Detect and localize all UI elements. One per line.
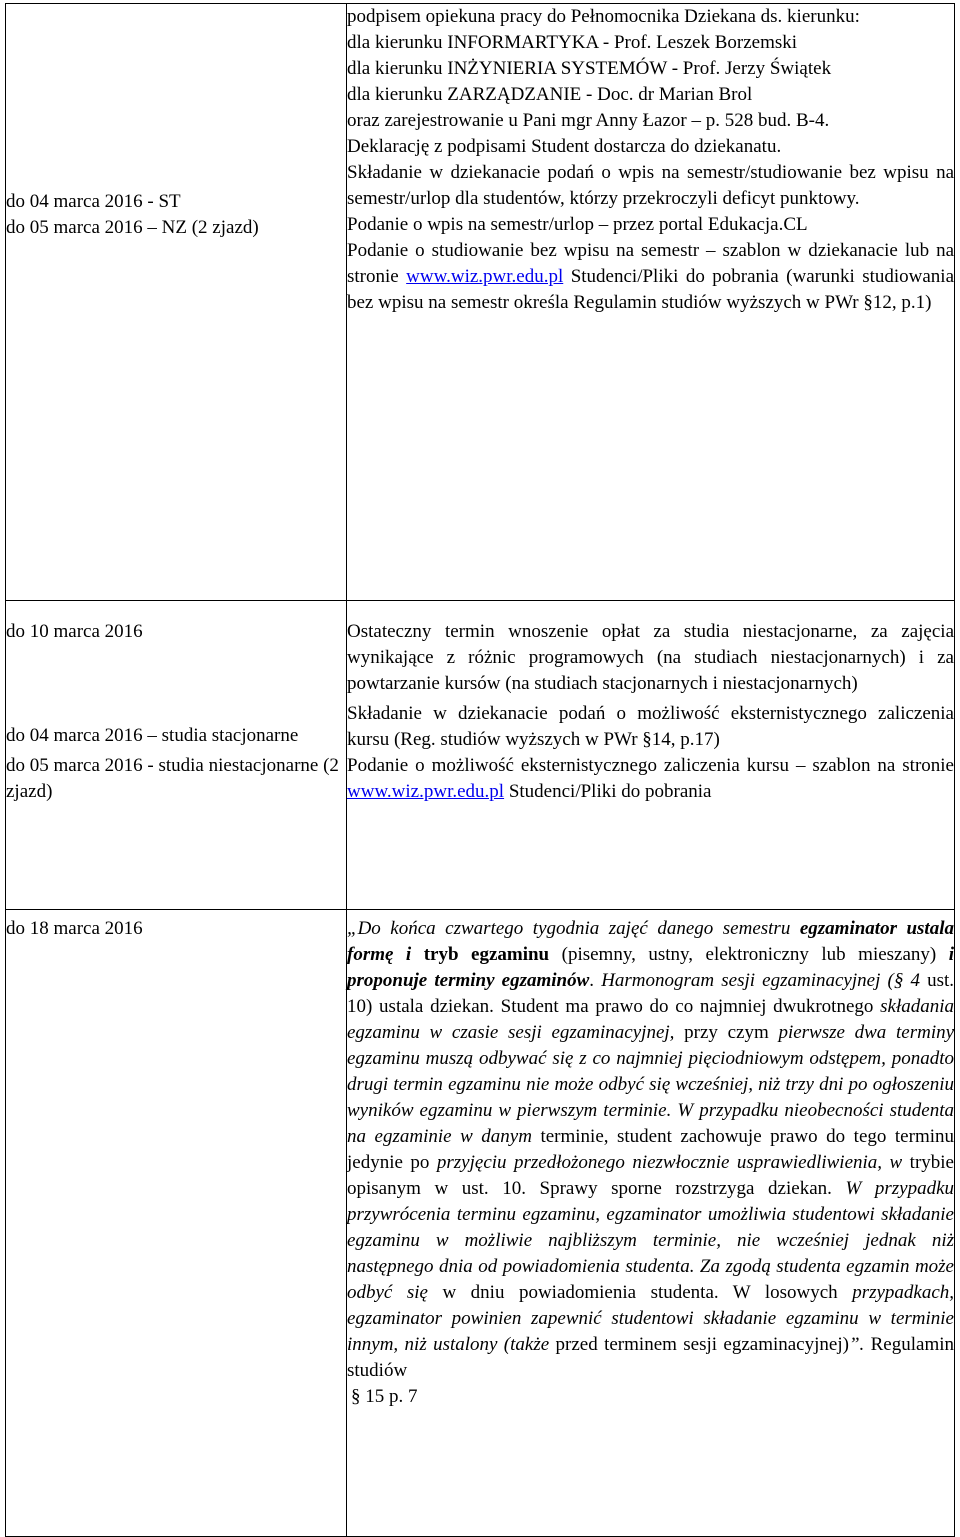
date-line: do 05 marca 2016 – NZ (2 zjazd) [6,217,259,238]
quote-text: składania egzaminu w czasie sesji egzaminacyjnej, [347,996,955,1043]
desc-paragraph: dla kierunku INFORMARTYKA - Prof. Leszek Borzemski [347,32,798,53]
quote-text: trybie opisanym w ust. 10. Sprawy sporne rozstrzyga dziekan. [347,1152,954,1199]
quote-text: w dniu powiadomienia studenta. W losowych [442,1282,838,1303]
quote-text: ”. [848,1334,865,1355]
desc-paragraph-with-link [347,753,954,805]
regulation-reference: § 15 p. 7 [351,1386,418,1407]
quote-text: W przypadku przywrócenia terminu egzaminu, egzaminator umożliwia studentowi składanie egzaminu w możliwie najbliższym terminie, nie wcześniej jednak niż następnego dnia od powiadomienia studenta. Za zgodą studenta egzamin może odbyć się [347,1178,955,1303]
desc-text: Podanie o studiowanie bez wpisu na semestr – szablon w dziekanacie lub na stronie [347,240,954,287]
desc-text: Studenci/Pliki do pobrania (warunki studiowania bez wpisu na semestr określa Regulamin studiów wyższych w PWr §12, p.1) [347,266,955,313]
quote-text: „Do końca czwartego tygodnia zajęć danego semestru [347,918,791,939]
date-cell-2 [6,601,347,910]
desc-text: Studenci/Pliki do pobrania [508,781,712,802]
date-line: do 05 marca 2016 - studia niestacjonarne (2 zjazd) [6,755,339,802]
schedule-row-2 [6,601,955,910]
schedule-table [5,3,955,1537]
desc-paragraph: dla kierunku ZARZĄDZANIE - Doc. dr Marian Brol [347,84,753,105]
date-line: do 10 marca 2016 [6,621,143,642]
quote-text: przy czym [684,1022,769,1043]
desc-paragraph: Składanie w dziekanacie podań o wpis na semestr/studiowanie bez wpisu na semestr/urlop dla studentów, którzy przekroczyli deficyt punktowy. [347,162,954,209]
quote-text: przyjęciu przedłożonego niezwłocznie usprawiedliwienia, w [436,1152,903,1173]
date-cell-1 [6,4,347,601]
desc-paragraph: dla kierunku INŻYNIERIA SYSTEMÓW - Prof. Jerzy Świątek [347,58,832,79]
quote-text: przed terminem sesji egzaminacyjnej) [555,1334,849,1355]
quote-text: przypadkach, egzaminator powinien zapewnić studentowi składanie egzaminu w terminie innym, niż ustalony (także [347,1282,955,1355]
quote-text: ust. 10) ustala dziekan. Student ma prawo do co najmniej dwukrotnego [347,970,955,1017]
quote-text: egzaminator ustala formę i [347,918,954,965]
description-cell-3 [347,910,955,1537]
desc-paragraph: Składanie w dziekanacie podań o możliwość eksternistycznego zaliczenia kursu (Reg. studiów wyższych w PWr §14, p.17) [347,703,954,750]
quote-text: terminie, student zachowuje prawo do tego terminu jedynie po [347,1126,954,1173]
desc-paragraph-with-link [347,238,954,316]
schedule-row-1 [6,4,955,601]
quote-text: i proponuje terminy egzaminów [347,944,955,991]
quote-text: tryb egzaminu [423,944,550,965]
date-line: do 04 marca 2016 - ST [6,191,181,212]
quote-text: Regulamin studiów [347,1334,955,1381]
quote-text: (pisemny, ustny, elektroniczny lub mieszany) [561,944,937,965]
desc-text: Podanie o możliwość eksternistycznego zaliczenia kursu – szablon na stronie [347,755,954,776]
date-line: do 18 marca 2016 [6,918,143,939]
desc-paragraph: Podanie o wpis na semestr/urlop – przez portal Edukacja.CL [347,214,808,235]
quote-text: Harmonogram sesji egzaminacyjnej (§ 4 [601,970,920,991]
description-cell-2 [347,601,955,910]
date-cell-3 [6,910,347,1537]
regulation-quote [347,916,954,1384]
quote-text: pierwsze dwa terminy egzaminu muszą odbywać się z co najmniej pięciodniowym odstępem, ponadto drugi termin egzaminu nie może odbyć się wcześniej, niż trzy dni po ogłoszeniu wyników egzaminu w pierwszym terminie. W przypadku nieobecności studenta na egzaminie w danym [347,1022,955,1147]
desc-paragraph: podpisem opiekuna pracy do Pełnomocnika Dziekana ds. kierunku: [347,6,860,27]
desc-paragraph: Deklarację z podpisami Student dostarcza do dziekanatu. [347,136,782,157]
date-line: do 04 marca 2016 – studia stacjonarne [6,725,299,746]
faculty-website-link[interactable]: www.wiz.pwr.edu.pl [406,266,564,287]
faculty-website-link[interactable]: www.wiz.pwr.edu.pl [347,781,505,802]
schedule-row-3 [6,910,955,1537]
quote-text: . [589,970,595,991]
desc-paragraph: oraz zarejestrowanie u Pani mgr Anny Łazor – p. 528 bud. B-4. [347,110,830,131]
desc-paragraph: Ostateczny termin wnoszenie opłat za studia niestacjonarne, za zajęcia wynikające z różnic programowych (na studiach niestacjonarnych) i za powtarzanie kursów (na studiach stacjonarnych i niestacjonarnych) [347,621,954,694]
description-cell-1 [347,4,955,601]
